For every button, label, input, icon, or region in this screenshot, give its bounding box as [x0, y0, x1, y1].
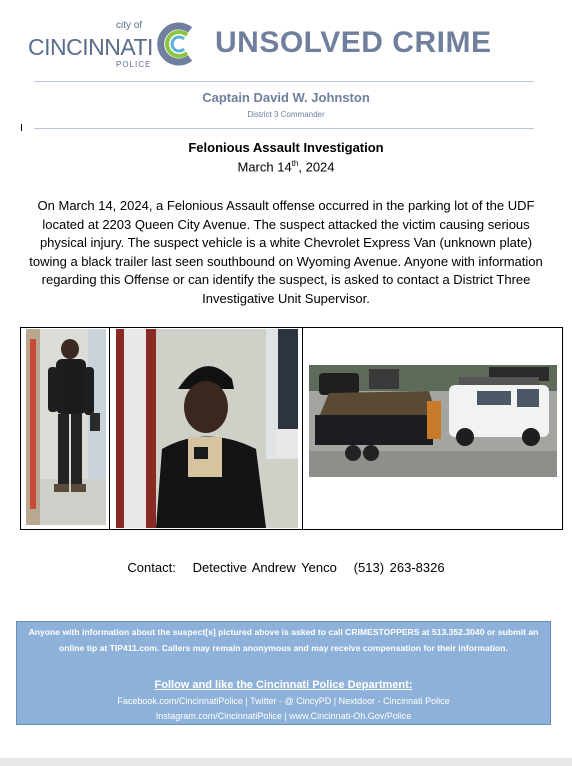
- suspect-photo-closeup: [116, 329, 298, 528]
- logo-c-emblem-icon: [154, 20, 198, 68]
- page-title: UNSOLVED CRIME: [215, 26, 492, 59]
- investigation-date: March 14th, 2024: [237, 159, 335, 175]
- investigation-description: On March 14, 2024, a Felonious Assault offense occurred in the parking lot of the UDF located at 2203 Queen City Avenue. The suspect attacked the victim causing serious physical injury. The suspect vehicle is a white Chevrolet Express Van (unknown plate) towing a black trailer last seen southbound on Wyoming Avenue. Anyone with information regarding this Offense or can identify the suspect, is asked to contact a District Three Investigative Unit Supervisor.: [29, 198, 543, 306]
- logo-wordmark: CINCINNATI: [28, 34, 153, 60]
- contact-line: Contact: Detective Andrew Yenco (513) 263-8326: [127, 560, 445, 575]
- header-divider-bottom: [34, 128, 534, 129]
- cincinnati-police-logo: [28, 20, 198, 70]
- suspect-photo-full-body: [26, 329, 106, 525]
- crimestoppers-footer: [16, 621, 551, 725]
- page-bottom-bar: [0, 758, 572, 766]
- social-links-line-1: Facebook.com/CincinnatiPolice | Twitter - @ CincyPD | Nextdoor - Cincinnati Police: [117, 696, 450, 706]
- investigation-title: Felonious Assault Investigation: [188, 140, 384, 155]
- social-links-line-2: Instagram.com/CincinnatiPolice | www.Cincinnati-Oh.Gov/Police: [155, 711, 412, 721]
- captain-name: Captain David W. Johnston: [202, 90, 370, 105]
- header-divider-top: [34, 81, 534, 82]
- logo-police-text: POLICE: [116, 60, 152, 69]
- photo-divider-1: [109, 327, 110, 529]
- photo-divider-2: [302, 327, 303, 529]
- text-cursor-mark: [21, 124, 22, 131]
- district-commander: District 3 Commander: [247, 110, 325, 119]
- crimestoppers-notice: Anyone with information about the suspect[s] pictured above is asked to call CRIMESTOPPERS at 513.352.3040 or submit an online tip at TIP411.com. Callers may remain anonymous and may receive compensation for their information.: [28, 627, 539, 653]
- follow-heading: Follow and like the Cincinnati Police Department:: [154, 679, 413, 691]
- logo-city-text: city of: [116, 20, 143, 31]
- suspect-vehicle-photo: [309, 365, 557, 477]
